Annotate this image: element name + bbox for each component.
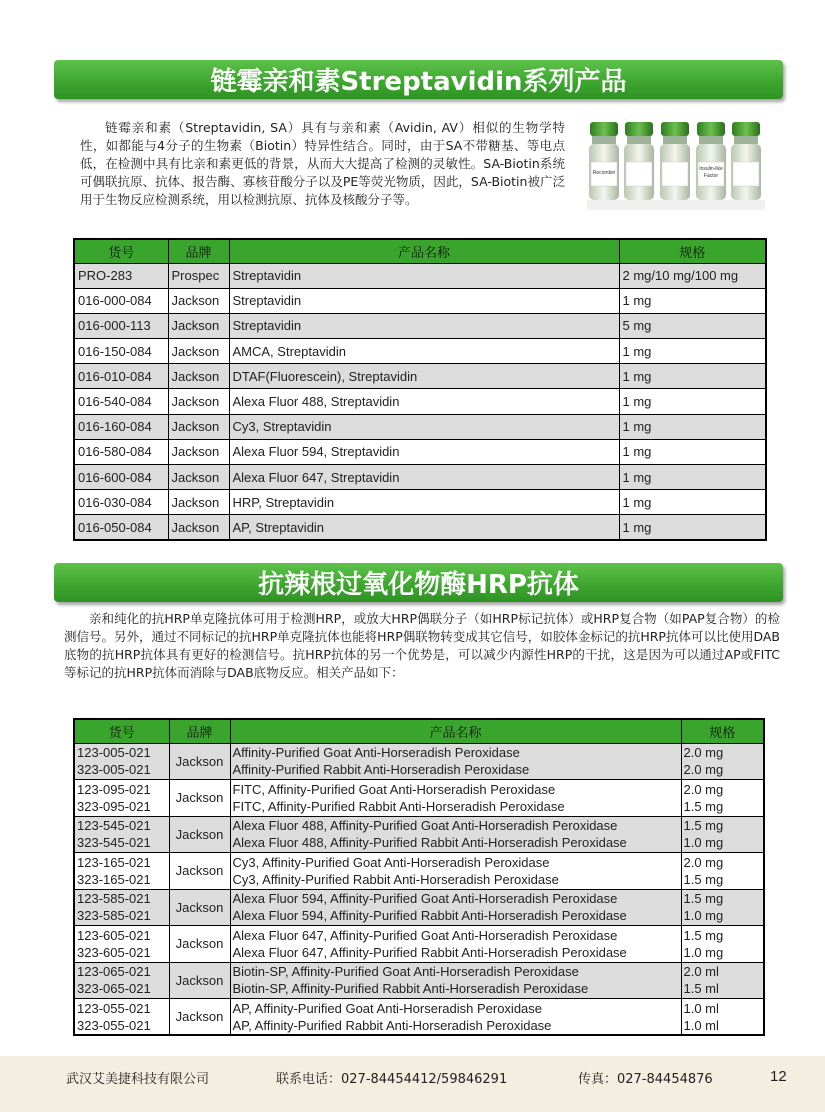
size-goat: 1.5 mg: [683, 891, 724, 907]
size-goat: 2.0 mg: [683, 781, 724, 797]
size: 1 mg: [619, 465, 766, 490]
header-size: 规格: [681, 719, 764, 743]
product-name-goat: AP, Affinity-Purified Goat Anti-Horseradish Peroxidase: [232, 1000, 543, 1016]
header-catalog: 货号: [74, 239, 168, 263]
brand: Jackson: [168, 389, 229, 414]
size-rabbit: 1.5 mg: [683, 798, 724, 814]
brand: Jackson: [168, 339, 229, 364]
header-brand: 品牌: [169, 719, 230, 743]
table-row: [74, 962, 764, 999]
product-names: [230, 743, 681, 780]
vial-1-label: Recombin: [592, 170, 616, 176]
streptavidin-table-header: [74, 239, 766, 263]
vial-5: [731, 122, 761, 200]
size-rabbit: 1.0 mg: [683, 944, 724, 960]
catalog-numbers: [74, 962, 169, 999]
header-product-name: 产品名称: [229, 239, 619, 263]
anti-hrp-table-header: [74, 719, 764, 743]
product-name: Streptavidin: [229, 263, 619, 288]
table-row: [74, 515, 766, 540]
vial-4-label: Insulin-like: [699, 166, 723, 172]
brand: Jackson: [168, 465, 229, 490]
product-names: [230, 926, 681, 963]
product-name-goat: Alexa Fluor 594, Affinity-Purified Goat Anti-Horseradish Peroxidase: [232, 891, 618, 907]
header-brand: 品牌: [168, 239, 229, 263]
size: 1 mg: [619, 364, 766, 389]
catalog-number-goat: 123-545-021: [77, 818, 151, 834]
product-name-goat: Biotin-SP, Affinity-Purified Goat Anti-Horseradish Peroxidase: [232, 964, 579, 980]
catalog-number: 016-160-084: [74, 414, 168, 439]
size: 1 mg: [619, 414, 766, 439]
size: 1 mg: [619, 439, 766, 464]
streptavidin-intro-text: 链霉亲和素（Streptavidin, SA）具有与亲和素（Avidin, AV）相似的生物学特性，如都能与4分子的生物素（Biotin）特异性结合。同时，由于SA不带糖基、等电点低，在检测中具有比亲和素更低的背景，从而大大提高了检测的灵敏性。SA-Biotin系统可偶联抗原、抗体、报告酶、寡核苷酸分子以及PE等荧光物质，因此，SA-Biotin被广泛用于生物反应检测系统，用以检测抗原、抗体及核酸分子等。: [80, 120, 565, 207]
product-names: [230, 780, 681, 817]
catalog-number-goat: 123-055-021: [77, 1000, 151, 1016]
product-name: Streptavidin: [229, 313, 619, 338]
sizes: [681, 926, 764, 963]
brand: Jackson: [168, 515, 229, 540]
product-name: Alexa Fluor 647, Streptavidin: [229, 465, 619, 490]
sizes: [681, 999, 764, 1036]
catalog-number-rabbit: 323-605-021: [77, 944, 151, 960]
size-goat: 2.0 mg: [683, 745, 724, 761]
size: 1 mg: [619, 339, 766, 364]
brand: Jackson: [168, 414, 229, 439]
brand: Jackson: [169, 853, 230, 890]
table-row: [74, 889, 764, 926]
catalog-number-rabbit: 323-165-021: [77, 871, 151, 887]
catalog-numbers: [74, 889, 169, 926]
streptavidin-intro: [80, 119, 565, 209]
footer-fax: 传真：027-84454876: [578, 1072, 713, 1087]
table-row: [74, 339, 766, 364]
catalog-number: 016-540-084: [74, 389, 168, 414]
product-name-goat: Cy3, Affinity-Purified Goat Anti-Horseradish Peroxidase: [232, 854, 550, 870]
vial-4-label-2: Factor: [703, 173, 719, 179]
table-row: [74, 816, 764, 853]
vial-2: [624, 122, 654, 200]
catalog-number-rabbit: 323-055-021: [77, 1017, 151, 1033]
table-row: [74, 999, 764, 1036]
catalog-number: 016-030-084: [74, 490, 168, 515]
product-name-rabbit: AP, Affinity-Purified Rabbit Anti-Horseradish Peroxidase: [232, 1017, 552, 1033]
catalog-numbers: [74, 743, 169, 780]
size: 5 mg: [619, 313, 766, 338]
size-goat: 1.5 mg: [683, 818, 724, 834]
product-name-rabbit: Alexa Fluor 488, Affinity-Purified Rabbit Anti-Horseradish Peroxidase: [232, 835, 627, 851]
size: 1 mg: [619, 490, 766, 515]
anti-hrp-intro: [64, 610, 780, 682]
catalog-number-rabbit: 323-095-021: [77, 798, 151, 814]
table-row: [74, 288, 766, 313]
product-name-goat: FITC, Affinity-Purified Goat Anti-Horseradish Peroxidase: [232, 781, 556, 797]
size: 1 mg: [619, 288, 766, 313]
catalog-number-goat: 123-065-021: [77, 964, 151, 980]
catalog-numbers: [74, 853, 169, 890]
catalog-number: 016-600-084: [74, 465, 168, 490]
product-name-goat: Alexa Fluor 647, Affinity-Purified Goat Anti-Horseradish Peroxidase: [232, 927, 618, 943]
sizes: [681, 889, 764, 926]
catalog-number-goat: 123-095-021: [77, 781, 151, 797]
table-row: [74, 263, 766, 288]
size-goat: 2.0 mg: [683, 854, 724, 870]
catalog-numbers: [74, 816, 169, 853]
size-rabbit: 1.0 ml: [683, 1017, 719, 1033]
product-names: [230, 816, 681, 853]
product-names: [230, 962, 681, 999]
product-name-rabbit: Alexa Fluor 647, Affinity-Purified Rabbit Anti-Horseradish Peroxidase: [232, 944, 627, 960]
size-goat: 1.0 ml: [683, 1000, 719, 1016]
size-rabbit: 1.0 mg: [683, 835, 724, 851]
table-row: [74, 389, 766, 414]
size-goat: 1.5 mg: [683, 927, 724, 943]
footer-phone: 联系电话：027-84454412/59846291: [276, 1072, 508, 1087]
size-rabbit: 2.0 mg: [683, 762, 724, 778]
page-footer: [0, 1056, 825, 1112]
catalog-number: 016-580-084: [74, 439, 168, 464]
size: 1 mg: [619, 515, 766, 540]
product-names: [230, 889, 681, 926]
sizes: [681, 853, 764, 890]
header-product-name: 产品名称: [230, 719, 681, 743]
product-name-rabbit: Biotin-SP, Affinity-Purified Rabbit Anti-Horseradish Peroxidase: [232, 981, 589, 997]
size-goat: 2.0 ml: [683, 964, 719, 980]
product-name-rabbit: Affinity-Purified Rabbit Anti-Horseradish Peroxidase: [232, 762, 530, 778]
section-anti-hrp-title: 抗辣根过氧化物酶HRP抗体: [54, 563, 783, 602]
product-names: [230, 999, 681, 1036]
product-name: Alexa Fluor 488, Streptavidin: [229, 389, 619, 414]
catalog-numbers: [74, 999, 169, 1036]
anti-hrp-table: [73, 718, 765, 1036]
sizes: [681, 816, 764, 853]
page-number: 12: [770, 1068, 787, 1085]
sizes: [681, 743, 764, 780]
brand: Prospec: [168, 263, 229, 288]
vial-1: [589, 122, 619, 200]
brand: Jackson: [169, 743, 230, 780]
sizes: [681, 962, 764, 999]
header-size: 规格: [619, 239, 766, 263]
footer-company: 武汉艾美捷科技有限公司: [66, 1072, 210, 1087]
vial-3: [660, 122, 690, 200]
product-name: DTAF(Fluorescein), Streptavidin: [229, 364, 619, 389]
catalog-numbers: [74, 780, 169, 817]
brand: Jackson: [169, 962, 230, 999]
product-name-goat: Alexa Fluor 488, Affinity-Purified Goat Anti-Horseradish Peroxidase: [232, 818, 618, 834]
catalog-number-goat: 123-585-021: [77, 891, 151, 907]
brand: Jackson: [169, 780, 230, 817]
table-row: [74, 465, 766, 490]
vial-4: [696, 122, 726, 200]
brand: Jackson: [169, 999, 230, 1036]
size-rabbit: 1.5 ml: [683, 981, 719, 997]
catalog-number-goat: 123-165-021: [77, 854, 151, 870]
sizes: [681, 780, 764, 817]
table-row: [74, 490, 766, 515]
section-streptavidin-title: 链霉亲和素Streptavidin系列产品: [54, 60, 783, 99]
catalog-number: 016-150-084: [74, 339, 168, 364]
catalog-number: 016-010-084: [74, 364, 168, 389]
size-rabbit: 1.5 mg: [683, 871, 724, 887]
catalog-number: 016-000-084: [74, 288, 168, 313]
product-name-rabbit: FITC, Affinity-Purified Rabbit Anti-Horseradish Peroxidase: [232, 798, 565, 814]
catalog-number: 016-000-113: [74, 313, 168, 338]
brand: Jackson: [169, 889, 230, 926]
product-vials-image: [587, 114, 765, 210]
catalog-number-rabbit: 323-005-021: [77, 762, 151, 778]
table-row: [74, 313, 766, 338]
product-name-rabbit: Cy3, Affinity-Purified Rabbit Anti-Horseradish Peroxidase: [232, 871, 559, 887]
product-names: [230, 853, 681, 890]
table-row: [74, 780, 764, 817]
header-catalog: 货号: [74, 719, 169, 743]
catalog-number-goat: 123-005-021: [77, 745, 151, 761]
catalog-number-rabbit: 323-585-021: [77, 908, 151, 924]
product-name: Cy3, Streptavidin: [229, 414, 619, 439]
brand: Jackson: [169, 926, 230, 963]
table-row: [74, 743, 764, 780]
brand: Jackson: [168, 364, 229, 389]
brand: Jackson: [169, 816, 230, 853]
anti-hrp-intro-text: 亲和纯化的抗HRP单克隆抗体可用于检测HRP，或放大HRP偶联分子（如HRP标记抗体）或HRP复合物（如PAP复合物）的检测信号。另外，通过不同标记的抗HRP单克隆抗体也能将HRP偶联物转变成其它信号，如胶体金标记的抗HRP抗体可以比使用DAB底物的抗HRP抗体具有更好的检测信号。抗HRP抗体的另一个优势是，可以减少内源性HRP的干扰，这是因为可以通过AP或FITC等标记的抗HRP抗体而消除与DAB底物反应。相关产品如下：: [64, 611, 780, 680]
brand: Jackson: [168, 288, 229, 313]
table-row: [74, 853, 764, 890]
size-rabbit: 1.0 mg: [683, 908, 724, 924]
table-row: [74, 414, 766, 439]
table-row: [74, 926, 764, 963]
brand: Jackson: [168, 313, 229, 338]
product-name: AP, Streptavidin: [229, 515, 619, 540]
catalog-number-rabbit: 323-545-021: [77, 835, 151, 851]
size: 2 mg/10 mg/100 mg: [619, 263, 766, 288]
size: 1 mg: [619, 389, 766, 414]
product-name: AMCA, Streptavidin: [229, 339, 619, 364]
product-name-rabbit: Alexa Fluor 594, Affinity-Purified Rabbit Anti-Horseradish Peroxidase: [232, 908, 627, 924]
brand: Jackson: [168, 490, 229, 515]
catalog-number-goat: 123-605-021: [77, 927, 151, 943]
catalog-number: PRO-283: [74, 263, 168, 288]
table-row: [74, 364, 766, 389]
streptavidin-table: [73, 238, 767, 541]
brand: Jackson: [168, 439, 229, 464]
table-row: [74, 439, 766, 464]
catalog-number-rabbit: 323-065-021: [77, 981, 151, 997]
catalog-numbers: [74, 926, 169, 963]
product-name: Streptavidin: [229, 288, 619, 313]
product-name: Alexa Fluor 594, Streptavidin: [229, 439, 619, 464]
product-name-goat: Affinity-Purified Goat Anti-Horseradish Peroxidase: [232, 745, 520, 761]
catalog-number: 016-050-084: [74, 515, 168, 540]
product-name: HRP, Streptavidin: [229, 490, 619, 515]
